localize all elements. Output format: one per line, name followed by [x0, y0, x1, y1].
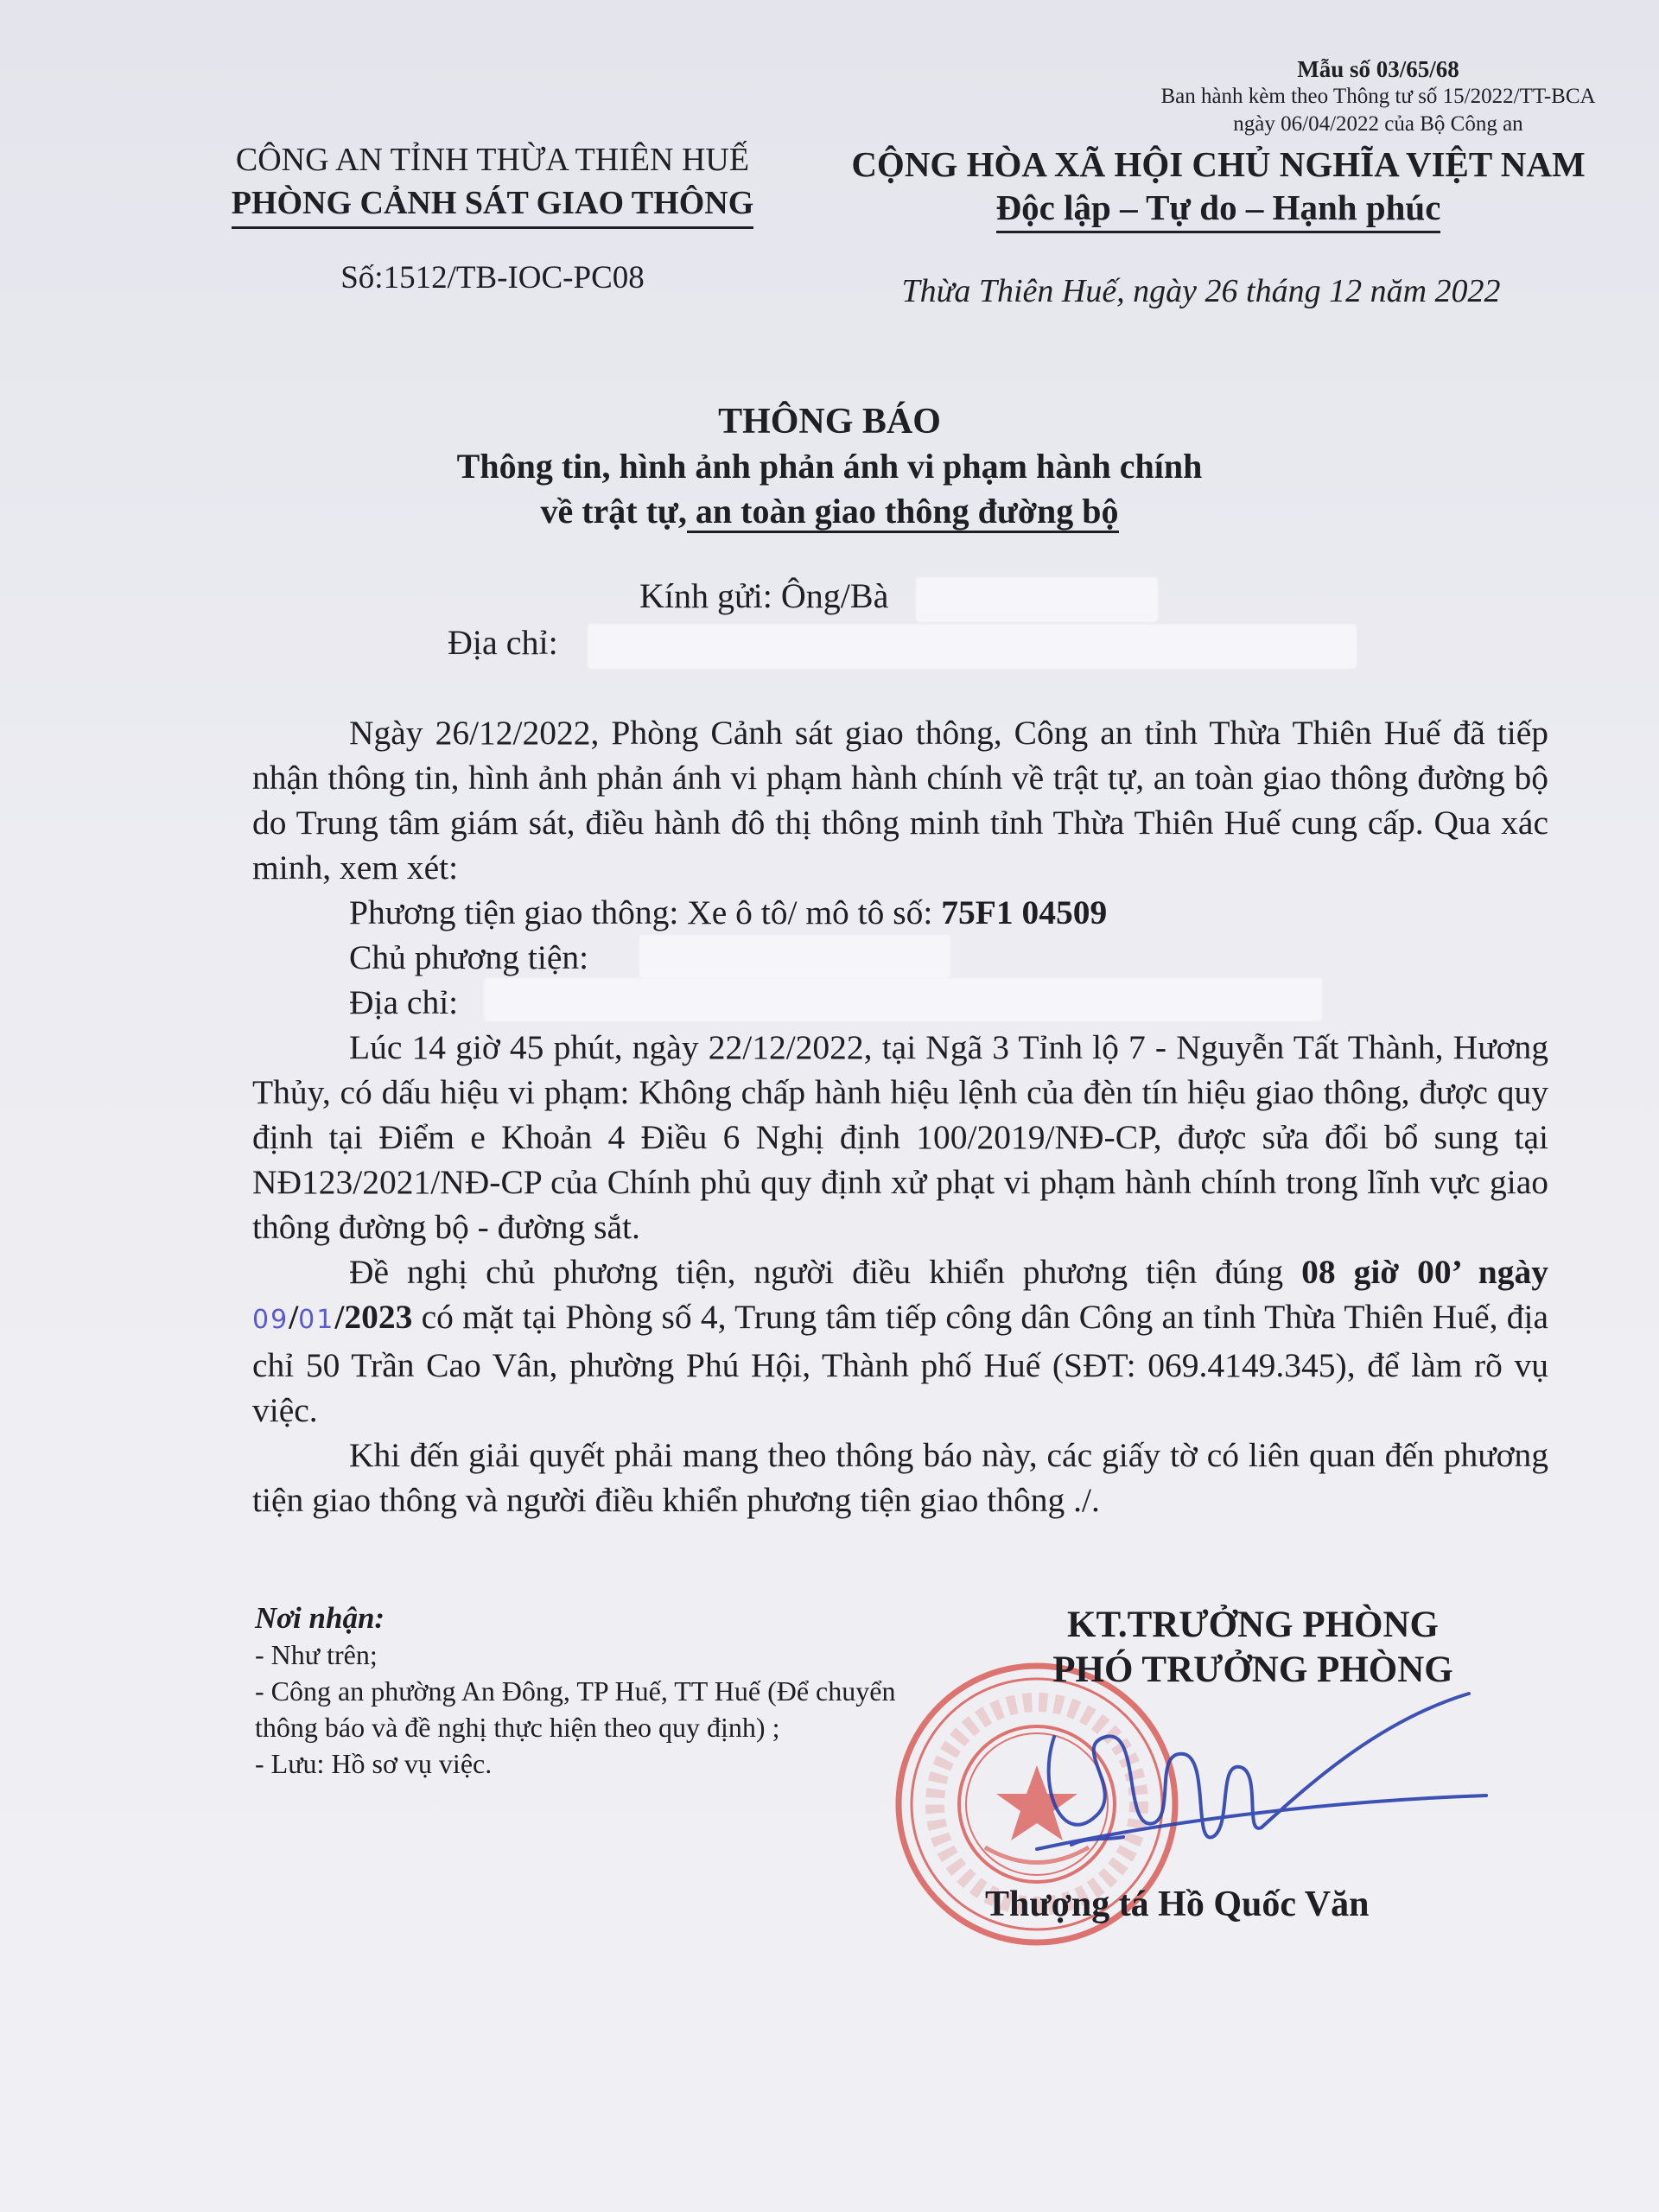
p3-intro: Đề nghị chủ phương tiện, người điều khiển phương tiện đúng [349, 1253, 1302, 1291]
document-number: Số:1512/TB-IOC-PC08 [340, 260, 645, 296]
handwritten-day: 09 [252, 1305, 289, 1335]
recipient-item: - Như trên; [255, 1639, 378, 1670]
appointment-year: /2023 [334, 1298, 413, 1336]
nation-block [804, 143, 1633, 233]
agency-line2 [156, 181, 830, 229]
agency-line2-text: PHÒNG CẢNH SÁT GIAO THÔNG [232, 181, 754, 229]
form-code-block [1115, 55, 1642, 138]
redacted-name [916, 577, 1158, 622]
form-code: Mẫu số 03/65/68 [1297, 56, 1459, 82]
subtitle-2a: về trật tự, [540, 492, 687, 531]
owner-line: Chủ phương tiện: [349, 938, 589, 976]
vehicle-label: Phương tiện giao thông: Xe ô tô/ mô tô số: [349, 893, 942, 931]
nation-motto: Độc lập – Tự do – Hạnh phúc [996, 186, 1441, 233]
place-date: Thừa Thiên Huế, ngày 26 tháng 12 năm 2022 [901, 273, 1501, 309]
subtitle-2b: an toàn giao thông đường bộ [687, 492, 1119, 533]
handwritten-month: 01 [298, 1305, 335, 1335]
owner-address-line: Địa chỉ: [349, 983, 459, 1021]
paragraph-4: Khi đến giải quyết phải mang theo thông báo này, các giấy tờ có liên quan đến phương tiện giao thông và người điều khiển phương tiện giao thông ./. [252, 1436, 1548, 1519]
address-label: Địa chỉ: [448, 623, 558, 662]
nation-line2 [804, 186, 1633, 233]
nation-line1: CỘNG HÒA XÃ HỘI CHỦ NGHĨA VIỆT NAM [851, 144, 1586, 184]
document-body [252, 710, 1548, 1522]
paragraph-2: Lúc 14 giờ 45 phút, ngày 22/12/2022, tại Ngã 3 Tỉnh lộ 7 - Nguyễn Tất Thành, Hương Thủy, có dấu hiệu vi phạm: Không chấp hành hiệu lệnh của đèn tín hiệu giao thông, được quy định tại Điểm e Khoản 4 Điều 6 Nghị định 100/2019/NĐ-CP, được sửa đổi bổ sung tại NĐ123/2021/NĐ-CP của Chính phủ quy định xử phạt vi phạm hành chính trong lĩnh vực giao thông đường bộ - đường sắt. [252, 1028, 1548, 1246]
document-subtitle-1: Thông tin, hình ảnh phản ánh vi phạm hành chính [456, 447, 1203, 486]
document-title: THÔNG BÁO [718, 402, 941, 442]
agency-block [156, 138, 830, 229]
paragraph-1: Ngày 26/12/2022, Phòng Cảnh sát giao thông, Công an tỉnh Thừa Thiên Huế đã tiếp nhận thông tin, hình ảnh phản ánh vi phạm hành chính về trật tự, an toàn giao thông đường bộ do Trung tâm giám sát, điều hành đô thị thông minh tỉnh Thừa Thiên Huế cung cấp. Qua xác minh, xem xét: [252, 714, 1548, 887]
vehicle-line [252, 890, 1548, 935]
document-subtitle-2 [0, 489, 1659, 534]
form-code-line2: ngày 06/04/2022 của Bộ Công an [1233, 112, 1523, 136]
paragraph-3 [252, 1249, 1548, 1433]
form-code-line1: Ban hành kèm theo Thông tư số 15/2022/TT-BCA [1160, 85, 1596, 108]
redacted-address [588, 624, 1357, 669]
p3-rest: có mặt tại Phòng số 4, Trung tâm tiếp công dân Công an tỉnh Thừa Thiên Huế, địa chỉ 50 Trần Cao Vân, phường Phú Hội, Thành phố Huế (SĐT: 069.4149.345), để làm rõ vụ việc. [252, 1298, 1548, 1429]
date-separator: / [289, 1298, 299, 1336]
signature-title-block [933, 1603, 1573, 1693]
signature-title-1: KT.TRƯỞNG PHÒNG [1067, 1605, 1439, 1645]
recipient-item: - Lưu: Hồ sơ vụ việc. [255, 1748, 493, 1779]
appointment-time: 08 giờ 00’ ngày [1301, 1253, 1548, 1291]
handwritten-signature [1002, 1685, 1495, 1875]
recipient-item: - Công an phường An Đông, TP Huế, TT Huế (Để chuyển thông báo và đề nghị thực hiện theo quy định) ; [255, 1675, 896, 1743]
recipients-heading: Nơi nhận: [255, 1601, 385, 1635]
greeting: Kính gửi: Ông/Bà [639, 576, 889, 615]
agency-line1: CÔNG AN TỈNH THỪA THIÊN HUẾ [235, 142, 750, 178]
document-title-block [0, 399, 1659, 534]
recipients-block [255, 1600, 912, 1782]
signature-title-2: PHÓ TRƯỞNG PHÒNG [1052, 1649, 1453, 1690]
signer-name: Thượng tá Hồ Quốc Văn [985, 1885, 1370, 1924]
vehicle-plate: 75F1 04509 [941, 893, 1108, 931]
